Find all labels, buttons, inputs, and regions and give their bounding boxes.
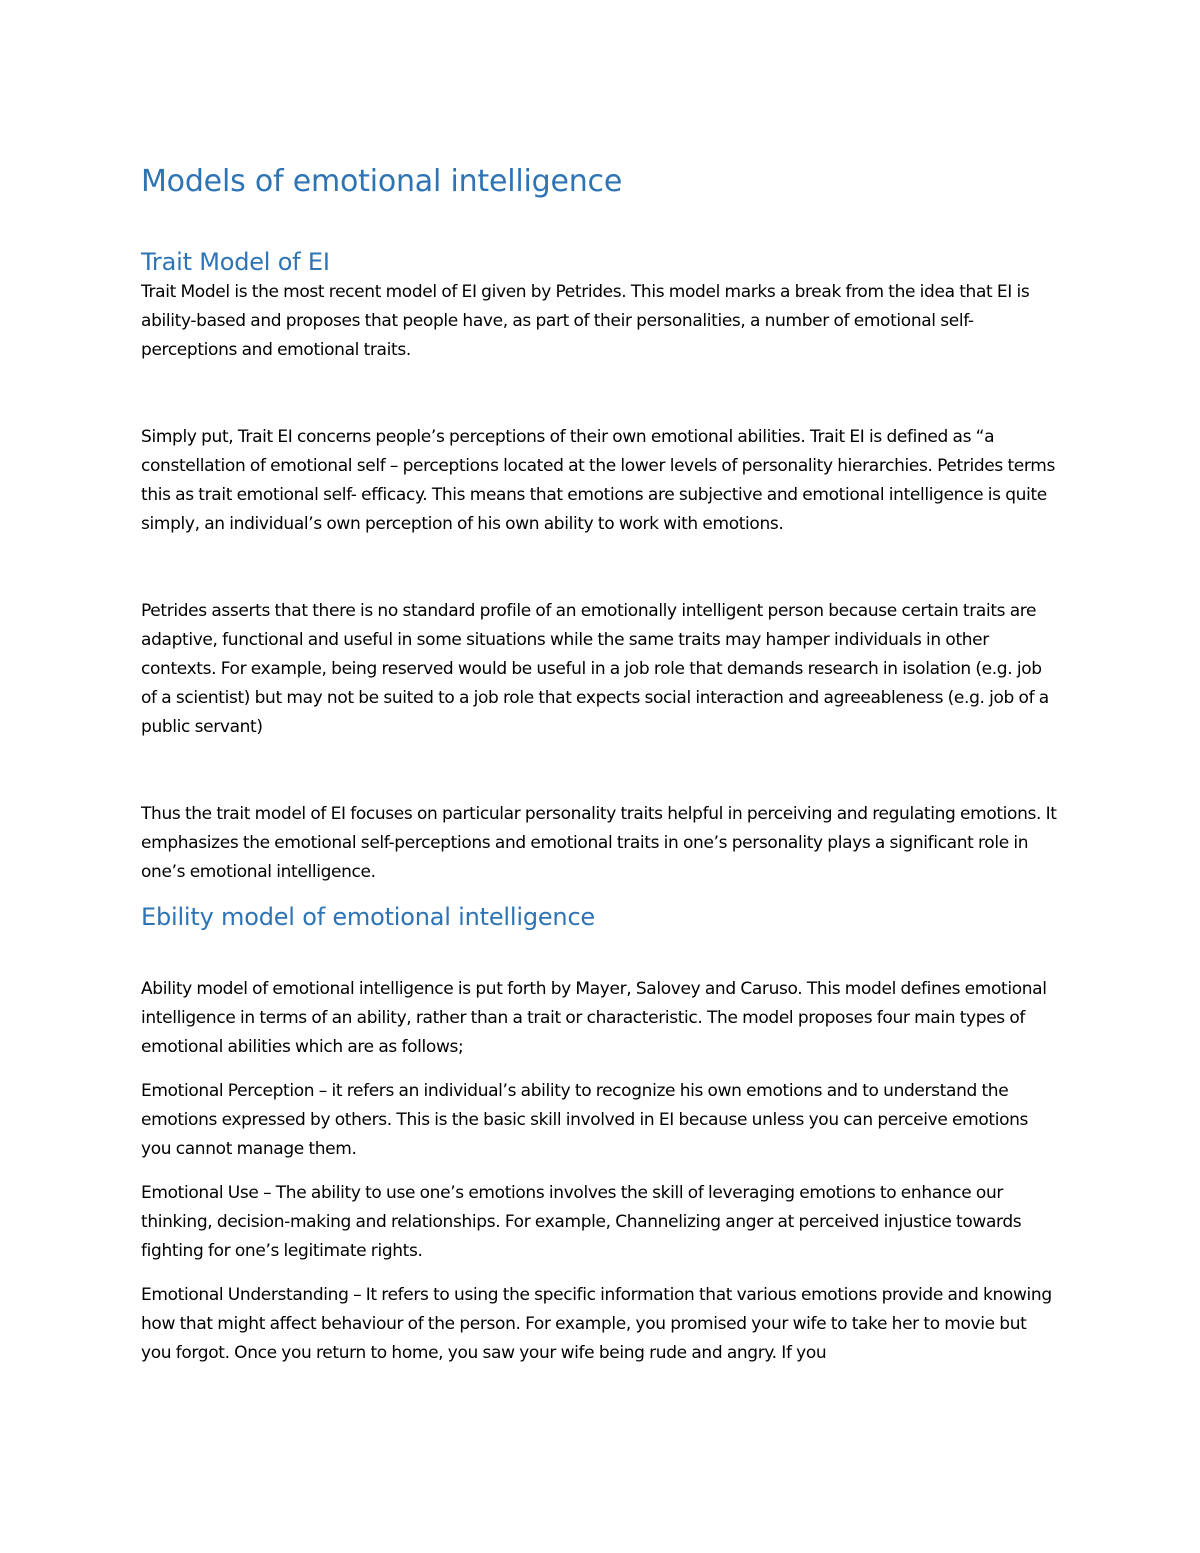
paragraph: Thus the trait model of EI focuses on particular personality traits helpful in perceiving and regulating emotions. It emphasizes the emotional self-perceptions and emotional traits in one’s personality plays a significant role in one’s emotional intelligence. xyxy=(141,804,1057,882)
document-title: Models of emotional intelligence xyxy=(141,164,623,199)
paragraph: Simply put, Trait EI concerns people’s perceptions of their own emotional abilities. Trait EI is defined as “a constellation of emotional self – perceptions located at the lower levels of personality hierarchies. Petrides terms this as trait emotional self- efficacy. This means that emotions are subjective and emotional intelligence is quite simply, an individual’s own perception of his own ability to work with emotions. xyxy=(141,427,1055,534)
paragraph: Trait Model is the most recent model of EI given by Petrides. This model marks a break from the idea that EI is ability-based and proposes that people have, as part of their personalities, a number of emotional self-perceptions and emotional traits. xyxy=(141,282,1030,360)
paragraph: Emotional Understanding – It refers to using the specific information that various emotions provide and knowing how that might affect behaviour of the person. For example, you promised your wife to take her to movie but you forgot. Once you return to home, you saw your wife being rude and angry. If you xyxy=(141,1285,1052,1363)
paragraph: Ability model of emotional intelligence is put forth by Mayer, Salovey and Caruso. This model defines emotional intelligence in terms of an ability, rather than a trait or characteristic. The model proposes four main types of emotional abilities which are as follows; xyxy=(141,979,1047,1057)
paragraph: Emotional Use – The ability to use one’s emotions involves the skill of leveraging emotions to enhance our thinking, decision-making and relationships. For example, Channelizing anger at perceived injustice towards fighting for one’s legitimate rights. xyxy=(141,1183,1022,1261)
section-heading-ability-model: Ebility model of emotional intelligence xyxy=(141,903,596,931)
section-heading-trait-model: Trait Model of EI xyxy=(141,248,330,276)
document-body xyxy=(141,160,1061,1368)
paragraph: Petrides asserts that there is no standard profile of an emotionally intelligent person because certain traits are adaptive, functional and useful in some situations while the same traits may hamper individuals in other contexts. For example, being reserved would be useful in a job role that demands research in isolation (e.g. job of a scientist) but may not be suited to a job role that expects social interaction and agreeableness (e.g. job of a public servant) xyxy=(141,601,1049,737)
paragraph: Emotional Perception – it refers an individual’s ability to recognize his own emotions and to understand the emotions expressed by others. This is the basic skill involved in EI because unless you can perceive emotions you cannot manage them. xyxy=(141,1081,1029,1159)
